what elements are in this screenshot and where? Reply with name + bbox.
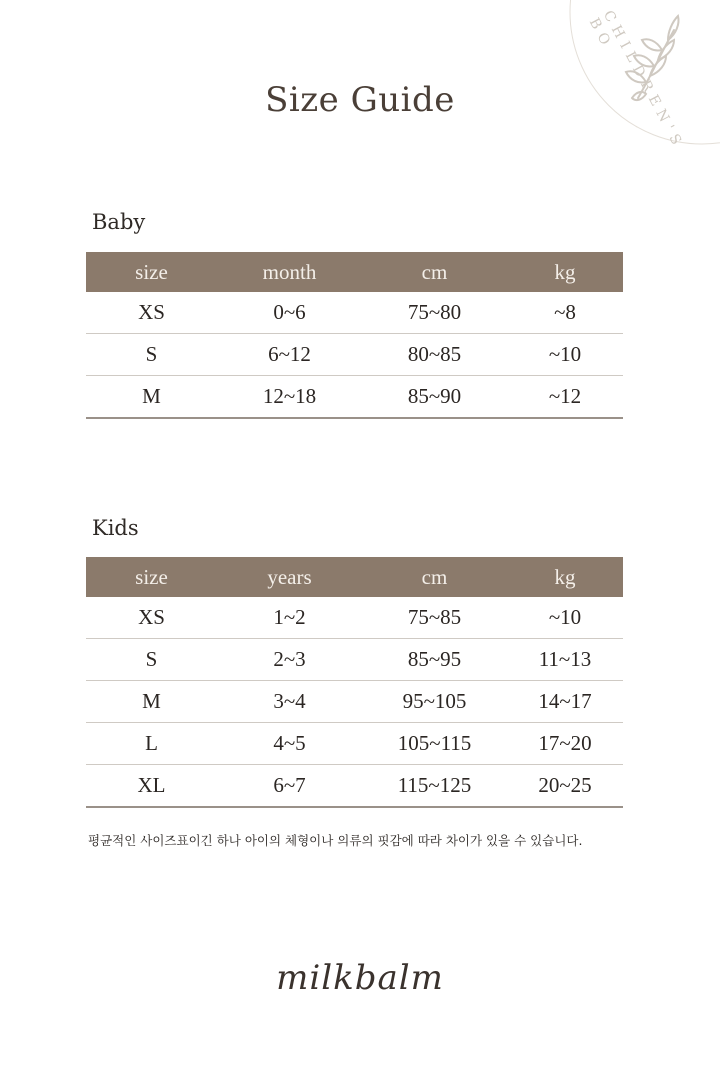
column-header-size: size (135, 259, 168, 284)
cm-cell: 75~85 (362, 597, 507, 639)
table-header-row (86, 557, 623, 597)
table-row (86, 681, 623, 723)
table-header-row (86, 252, 623, 292)
cm-cell: 85~95 (362, 639, 507, 681)
cm-cell: 115~125 (362, 765, 507, 808)
kg-cell: 14~17 (507, 681, 623, 723)
cm-cell: 75~80 (362, 292, 507, 334)
table-row (86, 334, 623, 376)
size-cell: S (86, 334, 217, 376)
column-header-cm: cm (421, 564, 448, 589)
kg-cell: 17~20 (507, 723, 623, 765)
month-cell: 0~6 (217, 292, 362, 334)
emblem-text: CHILDREN'S BO (585, 8, 687, 153)
cm-cell: 85~90 (362, 376, 507, 419)
column-header-month: month (262, 259, 317, 284)
column-header-cm: cm (421, 259, 448, 284)
size-cell: XL (86, 765, 217, 808)
years-cell: 3~4 (217, 681, 362, 723)
kg-cell: ~12 (507, 376, 623, 419)
size-disclaimer-note: 평균적인 사이즈표이긴 하나 아이의 체형이나 의류의 핏감에 따라 차이가 있을 수 있습니다. (88, 833, 583, 848)
size-cell: XS (86, 292, 217, 334)
years-cell: 4~5 (217, 723, 362, 765)
baby-section-label: Baby (92, 210, 146, 234)
years-cell: 2~3 (217, 639, 362, 681)
table-row (86, 292, 623, 334)
column-header-kg: kg (554, 564, 576, 589)
brand-logo: milkbalm (276, 958, 444, 998)
kids-section-label: Kids (92, 516, 139, 540)
table-row (86, 639, 623, 681)
size-cell: M (86, 376, 217, 419)
kg-cell: ~10 (507, 334, 623, 376)
cm-cell: 80~85 (362, 334, 507, 376)
table-row (86, 376, 623, 419)
baby-size-table (86, 252, 623, 419)
kg-cell: 11~13 (507, 639, 623, 681)
column-header-years: years (267, 564, 312, 589)
page-title: Size Guide (265, 80, 455, 120)
kids-size-table (86, 557, 623, 808)
years-cell: 6~7 (217, 765, 362, 808)
size-cell: S (86, 639, 217, 681)
column-header-kg: kg (554, 259, 576, 284)
table-row (86, 723, 623, 765)
size-cell: M (86, 681, 217, 723)
kg-cell: ~8 (507, 292, 623, 334)
column-header-size: size (135, 564, 168, 589)
size-cell: XS (86, 597, 217, 639)
size-cell: L (86, 723, 217, 765)
month-cell: 6~12 (217, 334, 362, 376)
kg-cell: 20~25 (507, 765, 623, 808)
table-row (86, 597, 623, 639)
kg-cell: ~10 (507, 597, 623, 639)
month-cell: 12~18 (217, 376, 362, 419)
cm-cell: 95~105 (362, 681, 507, 723)
table-row (86, 765, 623, 808)
cm-cell: 105~115 (362, 723, 507, 765)
years-cell: 1~2 (217, 597, 362, 639)
